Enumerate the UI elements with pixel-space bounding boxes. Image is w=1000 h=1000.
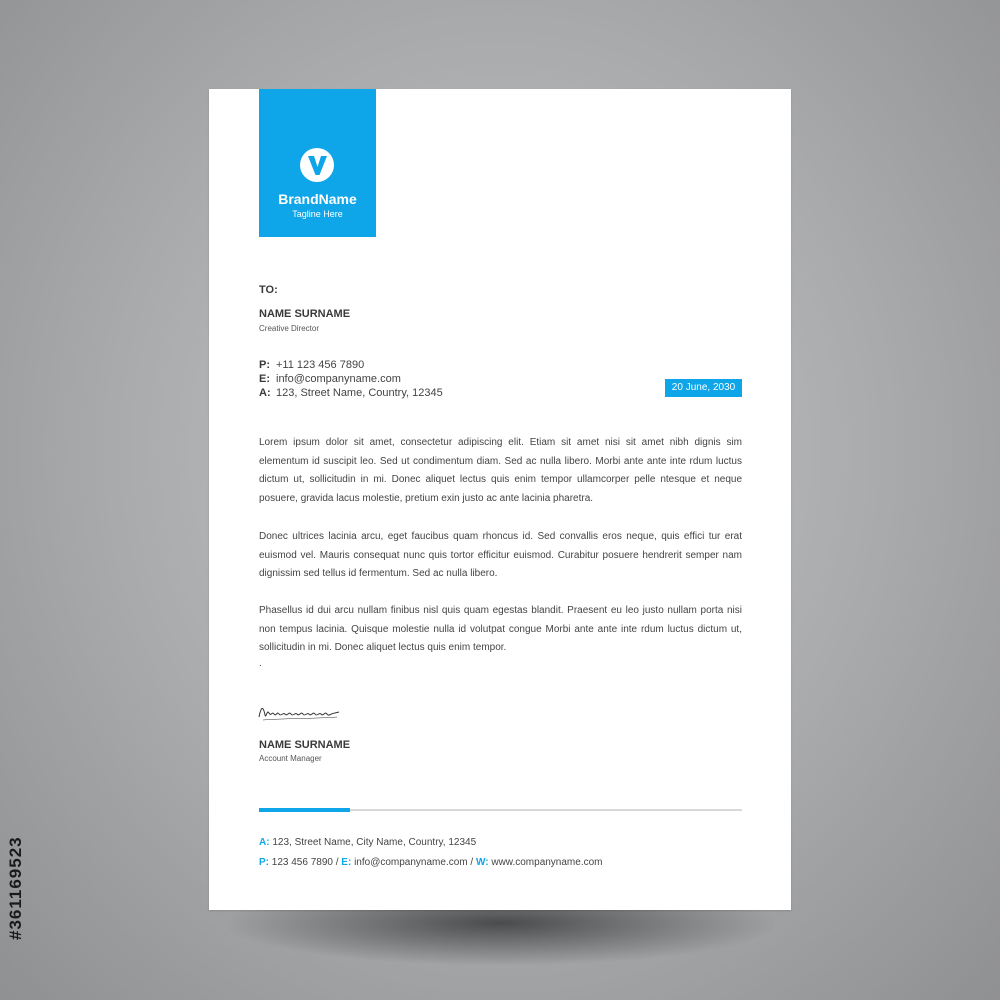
recipient-role: Creative Director [259, 324, 320, 333]
footer-divider-accent [259, 808, 350, 812]
footer-key: E: [341, 857, 352, 868]
contact-key: E: [259, 373, 270, 385]
footer-key: A: [259, 837, 270, 848]
to-label: TO: [259, 284, 278, 296]
contact-key: A: [259, 387, 271, 399]
footer-separator: / [335, 857, 339, 868]
recipient-contact [259, 358, 443, 400]
page-shadow [228, 905, 774, 965]
handwritten-signature [257, 701, 341, 723]
contact-email [259, 372, 443, 386]
footer-address-value: 123, Street Name, City Name, Country, 12345 [272, 837, 477, 848]
body-paragraph-2: Donec ultrices lacinia arcu, eget faucibus quam rhoncus id. Sed convallis eros neque, quis effici tur erat euismod vel. Mauris consequat nunc quis tortor efficitur euismod. Curabitur posuere hendrerit semper nam dignissim sed tellus id fermentum. Sed ac nulla libero. [259, 531, 742, 579]
contact-value: info@companyname.com [276, 373, 401, 385]
trailing-mark: . [259, 658, 262, 669]
footer-key: P: [259, 857, 269, 868]
brand-name: BrandName [278, 191, 357, 207]
letterhead-page [209, 89, 791, 910]
brand-block [259, 89, 376, 237]
contact-value: +11 123 456 7890 [276, 359, 365, 371]
body-paragraph-1: Lorem ipsum dolor sit amet, consectetur adipiscing elit. Etiam sit amet nisi sit amet nibh dignis sim elementum id suscipit leo. Sed ut condimentum diam. Sed ac nulla libero. Morbi ante ante inte rdum luctus dictum ut, sollicitudin in mi. Donec aliquet lectus quis enim tempor ullamcorper pelle ntesque et neque posuere, gravida lacus molestie, pretium exin justo ac ante lacinia pharetra. [259, 437, 742, 504]
v-letter-circle-icon [299, 147, 335, 183]
footer-address [259, 837, 476, 848]
contact-phone [259, 358, 443, 372]
contact-key: P: [259, 359, 270, 371]
recipient-name: NAME SURNAME [259, 308, 351, 320]
contact-value: 123, Street Name, Country, 12345 [276, 387, 443, 399]
signer-name: NAME SURNAME [259, 739, 351, 751]
brand-tagline: Tagline Here [292, 209, 343, 219]
body-paragraph-3: Phasellus id dui arcu nullam finibus nisl quis quam egestas blandit. Praesent eu leo justo nullam porta nisi non tempus lacinia. Quisque molestie nulla id volutpat congue Morbi ante ante inte rdum luctus dictum ut, sollicitudin in mi. Donec aliquet lectus quis enim tempor. [259, 605, 742, 653]
footer-key: W: [475, 857, 489, 868]
footer-email: info@companyname.com [354, 857, 468, 868]
footer-separator: / [470, 857, 474, 868]
stock-id-watermark: #361169523 [6, 836, 25, 940]
footer-contacts [259, 857, 603, 868]
contact-address [259, 386, 443, 400]
signer-role: Account Manager [259, 754, 322, 763]
footer-phone: 123 456 7890 [271, 857, 333, 868]
date-badge: 20 June, 2030 [665, 379, 742, 397]
footer-web: www.companyname.com [491, 857, 603, 868]
